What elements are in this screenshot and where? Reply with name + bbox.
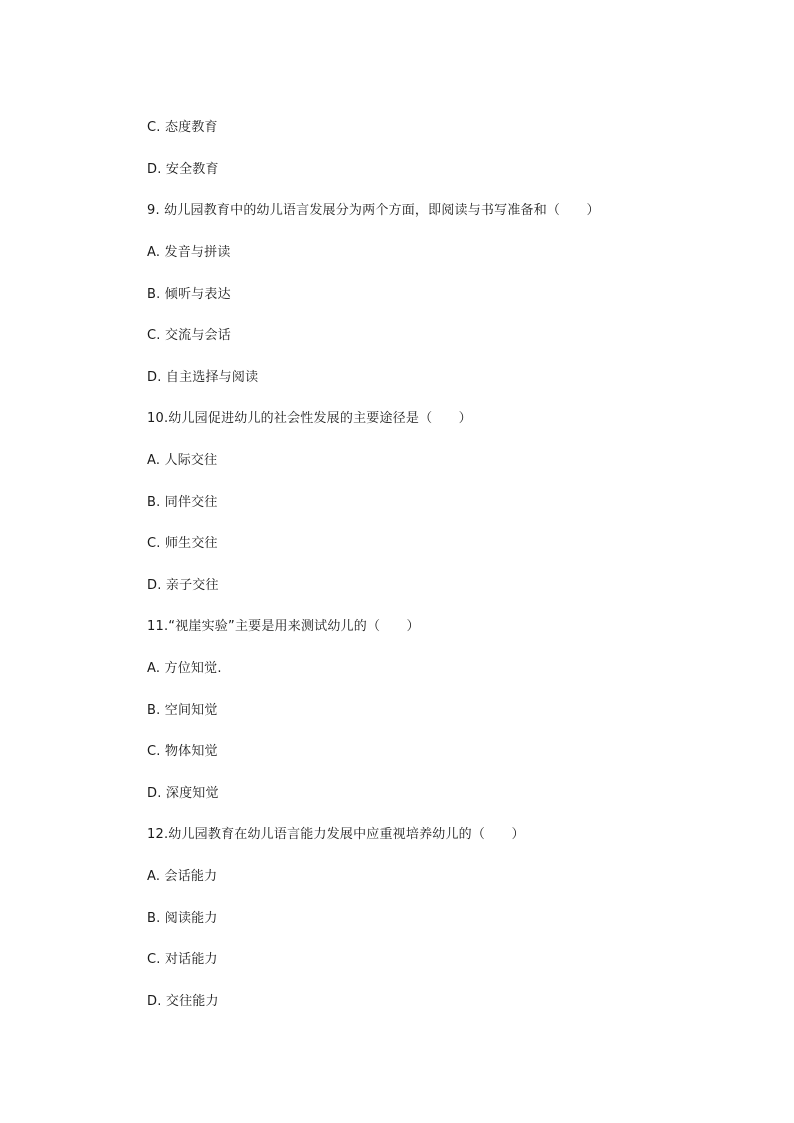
option-line: C. 态度教育 <box>147 120 218 135</box>
option-line: C. 物体知觉 <box>147 744 218 759</box>
option-line: A. 方位知觉. <box>147 661 222 676</box>
option-line: B. 空间知觉 <box>147 703 218 718</box>
option-line: C. 师生交往 <box>147 536 218 551</box>
option-line: D. 自主选择与阅读 <box>147 370 259 385</box>
option-line: A. 发音与拼读 <box>147 245 231 260</box>
option-line: C. 交流与会话 <box>147 328 231 343</box>
option-line: D. 安全教育 <box>147 162 219 177</box>
question-line: 12.幼儿园教育在幼儿语言能力发展中应重视培养幼儿的（ ） <box>147 827 525 842</box>
question-line: 9. 幼儿园教育中的幼儿语言发展分为两个方面，即阅读与书写准备和（ ） <box>147 203 600 218</box>
option-line: B. 同伴交往 <box>147 495 218 510</box>
question-line: 11.“视崖实验”主要是用来测试幼儿的（ ） <box>147 619 420 634</box>
option-line: C. 对话能力 <box>147 952 218 967</box>
option-line: B. 倾听与表达 <box>147 287 231 302</box>
option-line: D. 交往能力 <box>147 994 219 1009</box>
option-line: A. 人际交往 <box>147 453 218 468</box>
question-line: 10.幼儿园促进幼儿的社会性发展的主要途径是（ ） <box>147 411 472 426</box>
option-line: D. 深度知觉 <box>147 786 219 801</box>
option-line: B. 阅读能力 <box>147 911 218 926</box>
option-line: A. 会话能力 <box>147 869 218 884</box>
option-line: D. 亲子交往 <box>147 578 219 593</box>
